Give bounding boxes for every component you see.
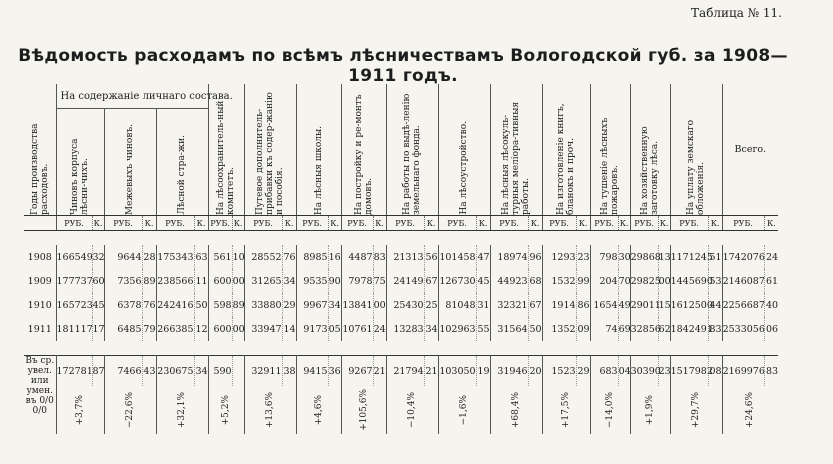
- rub-cell: 798: [590, 245, 618, 269]
- rub-cell: 1914: [542, 293, 576, 317]
- year-cell: 1911: [24, 317, 56, 341]
- rub-cell: 1654: [590, 293, 618, 317]
- percent-cell: −10,4%: [386, 386, 438, 434]
- rub-cell: 13283: [386, 317, 424, 341]
- kop-cell: 83: [708, 317, 722, 341]
- kop-cell: 89: [232, 293, 244, 317]
- rub-cell: 600: [208, 269, 232, 293]
- personnel-group-header: На содержаніе личнаго состава.: [56, 84, 208, 109]
- kop-cell: 34: [328, 293, 341, 317]
- header-col13: На хозяйственную заготовку лѣса.: [630, 84, 670, 216]
- percent-cell: −14,0%: [590, 386, 630, 434]
- percent-cell: +3,7%: [56, 386, 104, 434]
- avg-kop-cell: [232, 356, 244, 387]
- rub-cell: 204: [590, 269, 618, 293]
- kop-cell: 31: [476, 293, 490, 317]
- rub-cell: 166549: [56, 245, 92, 269]
- kop-cell: 00: [658, 269, 670, 293]
- average-label: Въ ср. увел. или умен. въ 0/0 0/0: [24, 356, 56, 435]
- avg-kop-cell: 29: [576, 356, 590, 387]
- avg-kop-cell: 87: [92, 356, 104, 387]
- rub-cell: 8985: [296, 245, 328, 269]
- kop-cell: 61: [766, 275, 779, 287]
- rub-cell: 31564: [490, 317, 528, 341]
- avg-kop-cell: 08: [708, 356, 722, 387]
- rub-cell: 7356: [104, 269, 142, 293]
- kop-cell: 63: [194, 245, 208, 269]
- rub-cell: 1532: [542, 269, 576, 293]
- kop-cell: 50: [194, 293, 208, 317]
- kop-cell: 40: [766, 299, 779, 311]
- kop-cell: 14: [282, 317, 296, 341]
- rub-cell: 1445690: [670, 269, 708, 293]
- header-col10: На лѣсныя лѣсокуль-турныя мелiора-тивныя работы.: [490, 84, 542, 216]
- average-row: [24, 356, 832, 387]
- percent-cell: +68,4%: [490, 386, 542, 434]
- header-col2: Межевыхъ чиновъ.: [104, 109, 156, 216]
- rub-cell: 561: [208, 245, 232, 269]
- kop-cell: 00: [232, 269, 244, 293]
- avg-rub-cell: 2169976: [722, 356, 764, 387]
- header-col4: На лѣсоохранитель-ный комитетъ.: [208, 84, 244, 216]
- avg-rub-cell: 32911: [244, 356, 282, 387]
- kop-cell: 13: [658, 245, 670, 269]
- avg-rub-cell: 103050: [438, 356, 476, 387]
- avg-kop-cell: 21: [373, 356, 386, 387]
- year-cell: 1908: [24, 245, 56, 269]
- rub-cell: 165723: [56, 293, 92, 317]
- percent-cell: −22,6%: [104, 386, 156, 434]
- rub-cell: 10761: [341, 317, 373, 341]
- kop-cell: 67: [424, 269, 438, 293]
- kop-cell: 24: [766, 251, 779, 263]
- kop-cell: 49: [618, 293, 630, 317]
- rub-cell: 9173: [296, 317, 328, 341]
- kop-cell: 00: [232, 317, 244, 341]
- percent-cell: +17,5%: [542, 386, 590, 434]
- header-col12: На тушеніе лѣсныхъ пожаровъ.: [590, 84, 630, 216]
- kop-cell: 50: [528, 317, 542, 341]
- rub-cell: 4487: [341, 245, 373, 269]
- rub-cell: 102963: [438, 317, 476, 341]
- percent-row: [24, 386, 832, 434]
- header-col6: На лѣсныя школы.: [296, 84, 341, 216]
- avg-rub-cell: 1517982: [670, 356, 708, 387]
- rub-cell: 32856: [630, 317, 658, 341]
- avg-kop-cell: 34: [194, 356, 208, 387]
- kop-cell: 32: [92, 245, 104, 269]
- kop-cell: 99: [576, 269, 590, 293]
- kop-cell: 45: [92, 293, 104, 317]
- percent-cell: +13,6%: [244, 386, 296, 434]
- rub-cell: 266385: [156, 317, 194, 341]
- rub-cell: 101458: [438, 245, 476, 269]
- header-total: Всего.: [722, 84, 778, 216]
- kop-cell: 23: [576, 245, 590, 269]
- kop-cell: 25: [424, 293, 438, 317]
- percent-cell: +5,2%: [208, 386, 244, 434]
- rub-cell: 175343: [156, 245, 194, 269]
- avg-kop-cell: 19: [476, 356, 490, 387]
- header-col7: На постройку и ре-монтъ домовъ.: [341, 84, 386, 216]
- percent-cell: +29,7%: [670, 386, 722, 434]
- year-cell: 1910: [24, 293, 56, 317]
- kop-cell: 30: [618, 245, 630, 269]
- rub-cell: 33947: [244, 317, 282, 341]
- header-col3: Лѣсной стра-жи.: [156, 109, 208, 216]
- header-col14: На уплату земскаго обложенія.: [670, 84, 722, 216]
- kop-cell: 16: [328, 245, 341, 269]
- avg-rub-cell: 21794: [386, 356, 424, 387]
- header-col9: На лѣсоустройство.: [438, 84, 490, 216]
- avg-rub-cell: 590: [208, 356, 232, 387]
- header-col8: На работы по выдѣ-ленію земельнаго фонда.: [386, 84, 438, 216]
- avg-kop-cell: 38: [282, 356, 296, 387]
- rub-cell: 29011: [630, 293, 658, 317]
- table-row: [24, 269, 832, 293]
- header-col1: Чиновъ корпуса лѣсни-чихъ.: [56, 109, 104, 216]
- rub-cell: 74: [590, 317, 618, 341]
- rub-cell: 238566: [156, 269, 194, 293]
- kop-cell: 05: [328, 317, 341, 341]
- rub-cell: 7978: [341, 269, 373, 293]
- percent-cell: +105,6%: [341, 386, 386, 434]
- kop-cell: 60: [92, 269, 104, 293]
- avg-rub-cell: 1523: [542, 356, 576, 387]
- table-row: [24, 317, 832, 341]
- rub-cell: 177737: [56, 269, 92, 293]
- rub-cell: 9967: [296, 293, 328, 317]
- rub-cell: 29868: [630, 245, 658, 269]
- page-title: Вѣдомость расходамъ по всѣмъ лѣсничествамъ Вологодской губ. за 1908—1911 годъ.: [18, 46, 788, 86]
- kop-cell: 15: [658, 293, 670, 317]
- rub-cell: 18974: [490, 245, 528, 269]
- table-number: Таблица № 11.: [691, 6, 782, 20]
- header-col5: Путевое дополнитель-прибавки къ содер-жанію и пособія.: [244, 84, 296, 216]
- kop-cell: 53: [708, 269, 722, 293]
- year-header: Годы производства расходовъ.: [24, 84, 56, 216]
- kop-cell: 56: [424, 245, 438, 269]
- kop-cell: 28: [142, 245, 156, 269]
- percent-cell: −1,6%: [438, 386, 490, 434]
- rub-cell: 2146087: [722, 269, 764, 293]
- rub-cell: 9644: [104, 245, 142, 269]
- kop-cell: 09: [576, 317, 590, 341]
- kop-cell: 76: [282, 245, 296, 269]
- kop-cell: 12: [194, 317, 208, 341]
- avg-kop-cell: 83: [764, 356, 778, 387]
- rub-cell: 2256687: [722, 293, 764, 317]
- kop-cell: 67: [528, 293, 542, 317]
- kop-cell: 76: [142, 293, 156, 317]
- kop-cell: 47: [476, 245, 490, 269]
- kop-cell: 86: [576, 293, 590, 317]
- kop-cell: 55: [476, 317, 490, 341]
- avg-rub-cell: 683: [590, 356, 618, 387]
- table-row: [24, 293, 832, 317]
- header-col11: На изготовленіе книгъ, бланокъ и проч.: [542, 84, 590, 216]
- kop-cell: 45: [476, 269, 490, 293]
- rub-cell: 44923: [490, 269, 528, 293]
- rub-cell: 181117: [56, 317, 92, 341]
- kop-cell: 75: [373, 269, 386, 293]
- unit-row: РУБ. К. РУБ. К. РУБ. К. РУБ. К. РУБ. К. РУБ. К. РУБ. К. РУБ. К. РУБ. К. РУБ. К. РУБ. К. РУБ. К. РУБ. К. РУБ. К. РУБ. К.: [24, 216, 832, 231]
- rub-cell: 81048: [438, 293, 476, 317]
- kop-cell: 34: [282, 269, 296, 293]
- rub-cell: 1842491: [670, 317, 708, 341]
- rub-cell: 1293: [542, 245, 576, 269]
- rub-cell: 6485: [104, 317, 142, 341]
- avg-kop-cell: 23: [658, 356, 670, 387]
- rub-cell: 25430: [386, 293, 424, 317]
- avg-kop-cell: 21: [424, 356, 438, 387]
- rub-cell: 600: [208, 317, 232, 341]
- percent-cell: +24,6%: [745, 391, 756, 429]
- kop-cell: 00: [373, 293, 386, 317]
- rub-cell: 1742076: [722, 245, 764, 269]
- year-cell: 1909: [24, 269, 56, 293]
- kop-cell: 83: [373, 245, 386, 269]
- avg-rub-cell: 9415: [296, 356, 328, 387]
- rub-cell: 31265: [244, 269, 282, 293]
- kop-cell: 62: [658, 317, 670, 341]
- rub-cell: 33880: [244, 293, 282, 317]
- percent-cell: +32,1%: [156, 386, 208, 434]
- kop-cell: 70: [618, 269, 630, 293]
- rub-cell: 1352: [542, 317, 576, 341]
- kop-cell: 11: [194, 269, 208, 293]
- avg-kop-cell: 43: [142, 356, 156, 387]
- avg-rub-cell: 30390: [630, 356, 658, 387]
- avg-kop-cell: 20: [528, 356, 542, 387]
- kop-cell: 29: [282, 293, 296, 317]
- avg-kop-cell: 04: [618, 356, 630, 387]
- kop-cell: 24: [373, 317, 386, 341]
- rub-cell: 13841: [341, 293, 373, 317]
- kop-cell: 17: [92, 317, 104, 341]
- rub-cell: 1612500: [670, 293, 708, 317]
- rub-cell: 9535: [296, 269, 328, 293]
- table-row: [24, 245, 832, 269]
- kop-cell: 69: [618, 317, 630, 341]
- avg-kop-cell: 36: [328, 356, 341, 387]
- kop-cell: 96: [528, 245, 542, 269]
- avg-rub-cell: 31946: [490, 356, 528, 387]
- avg-rub-cell: 7466: [104, 356, 142, 387]
- rub-cell: 32321: [490, 293, 528, 317]
- kop-cell: 51: [708, 245, 722, 269]
- percent-cell: +4,6%: [296, 386, 341, 434]
- rub-cell: 21313: [386, 245, 424, 269]
- kop-cell: 06: [766, 323, 779, 335]
- rub-cell: 1171245: [670, 245, 708, 269]
- kop-cell: 10: [232, 245, 244, 269]
- kop-cell: 68: [528, 269, 542, 293]
- rub-cell: 29825: [630, 269, 658, 293]
- rub-cell: 24149: [386, 269, 424, 293]
- avg-rub-cell: 172781: [56, 356, 92, 387]
- avg-rub-cell: 9267: [341, 356, 373, 387]
- kop-cell: 44: [708, 293, 722, 317]
- kop-cell: 89: [142, 269, 156, 293]
- rub-cell: 242416: [156, 293, 194, 317]
- rub-cell: 126730: [438, 269, 476, 293]
- rub-cell: 28552: [244, 245, 282, 269]
- rub-cell: 2533056: [722, 317, 764, 341]
- percent-cell: +1,9%: [630, 386, 670, 434]
- rub-cell: 598: [208, 293, 232, 317]
- kop-cell: 90: [328, 269, 341, 293]
- avg-rub-cell: 230675: [156, 356, 194, 387]
- rub-cell: 6378: [104, 293, 142, 317]
- kop-cell: 79: [142, 317, 156, 341]
- kop-cell: 34: [424, 317, 438, 341]
- expense-table: [24, 84, 833, 434]
